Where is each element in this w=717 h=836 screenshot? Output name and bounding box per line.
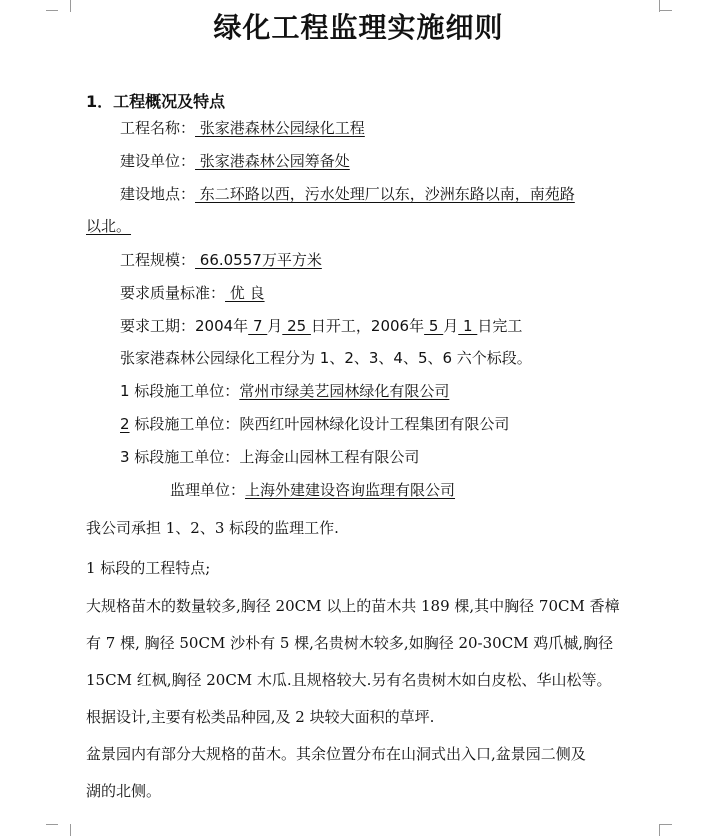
location-value: 东二环路以西，污水处理厂以东，沙洲东路以南，南苑路	[195, 185, 575, 203]
schedule-prefix: 要求工期：2004年	[120, 317, 249, 335]
paragraph-features-heading: 1 标段的工程特点;	[86, 559, 211, 577]
section2-line	[120, 414, 509, 434]
paragraph-bonsai-line2: 湖的北侧。	[86, 782, 162, 800]
schedule-month1: 7	[248, 317, 268, 335]
quality-line	[120, 283, 265, 303]
crop-mark-bottom-right	[659, 824, 672, 836]
paragraph-features-line3: 15CM 红枫,胸径 20CM 木瓜.且规格较大.另有名贵树木如白皮松、华山松等。	[86, 671, 612, 689]
section1-line	[120, 381, 449, 401]
section2-number: 2	[120, 415, 130, 433]
section1-value: 常州市绿美艺园林绿化有限公司	[239, 382, 450, 400]
section2-label: 标段施工单位：	[129, 415, 240, 433]
schedule-mid3: 月	[443, 317, 459, 335]
paragraph-scope: 我公司承担 1、2、3 标段的监理工作.	[86, 519, 339, 537]
document-title: 绿化工程监理实施细则	[213, 11, 504, 44]
quality-label: 要求质量标准：	[120, 284, 226, 302]
project-name-value: 张家港森林公园绿化工程	[195, 119, 365, 137]
paragraph-features-line2: 有 7 棵, 胸径 50CM 沙朴有 5 棵,名贵树木较多,如胸径 20-30CM 鸡爪槭,胸径	[86, 634, 614, 652]
schedule-day2: 1	[458, 317, 478, 335]
section2-value: 陕西红叶园林绿化设计工程集团有限公司	[239, 415, 510, 433]
project-name-label: 工程名称：	[120, 119, 196, 137]
schedule-line	[120, 316, 522, 336]
section-heading: 1．工程概况及特点	[86, 92, 226, 111]
crop-mark-bottom-left-h	[46, 824, 58, 825]
paragraph-features-line1: 大规格苗木的数量较多,胸径 20CM 以上的苗木共 189 棵,其中胸径 70CM 香樟	[86, 597, 620, 615]
owner-line	[120, 151, 350, 171]
section1-label: 1 标段施工单位：	[120, 382, 240, 400]
schedule-day1: 25	[282, 317, 311, 335]
crop-mark-bottom-right-h	[660, 824, 672, 825]
paragraph-design: 根据设计,主要有松类品种园,及 2 块较大面积的草坪.	[86, 708, 435, 726]
project-name-line	[120, 118, 365, 138]
section3-label: 3 标段施工单位：	[120, 448, 240, 466]
paragraph-bonsai-line1: 盆景园内有部分大规格的苗木。其余位置分布在山洞式出入口,盆景园二侧及	[86, 745, 586, 763]
section3-line	[120, 447, 419, 467]
scale-label: 工程规模：	[120, 251, 196, 269]
supervisor-label: 监理单位：	[170, 481, 246, 499]
owner-value: 张家港森林公园筹备处	[195, 152, 350, 170]
location-value-cont: 以北。	[86, 217, 132, 235]
location-line-cont	[86, 216, 131, 236]
schedule-mid1: 月	[267, 317, 283, 335]
supervisor-value: 上海外建建设咨询监理有限公司	[245, 481, 456, 499]
crop-mark-bottom-left	[58, 824, 71, 836]
schedule-mid2: 日开工，2006年	[310, 317, 425, 335]
scale-line	[120, 250, 322, 270]
owner-label: 建设单位：	[120, 152, 196, 170]
supervisor-line	[170, 480, 455, 500]
scale-value: 66.0557万平方米	[195, 251, 322, 269]
schedule-month2: 5	[424, 317, 444, 335]
schedule-suffix: 日完工	[477, 317, 523, 335]
location-line	[120, 184, 575, 204]
quality-value: 优 良	[225, 284, 265, 302]
section3-value: 上海金山园林工程有限公司	[239, 448, 420, 466]
sections-note: 张家港森林公园绿化工程分为 1、2、3、4、5、6 六个标段。	[120, 349, 532, 367]
location-label: 建设地点：	[120, 185, 196, 203]
